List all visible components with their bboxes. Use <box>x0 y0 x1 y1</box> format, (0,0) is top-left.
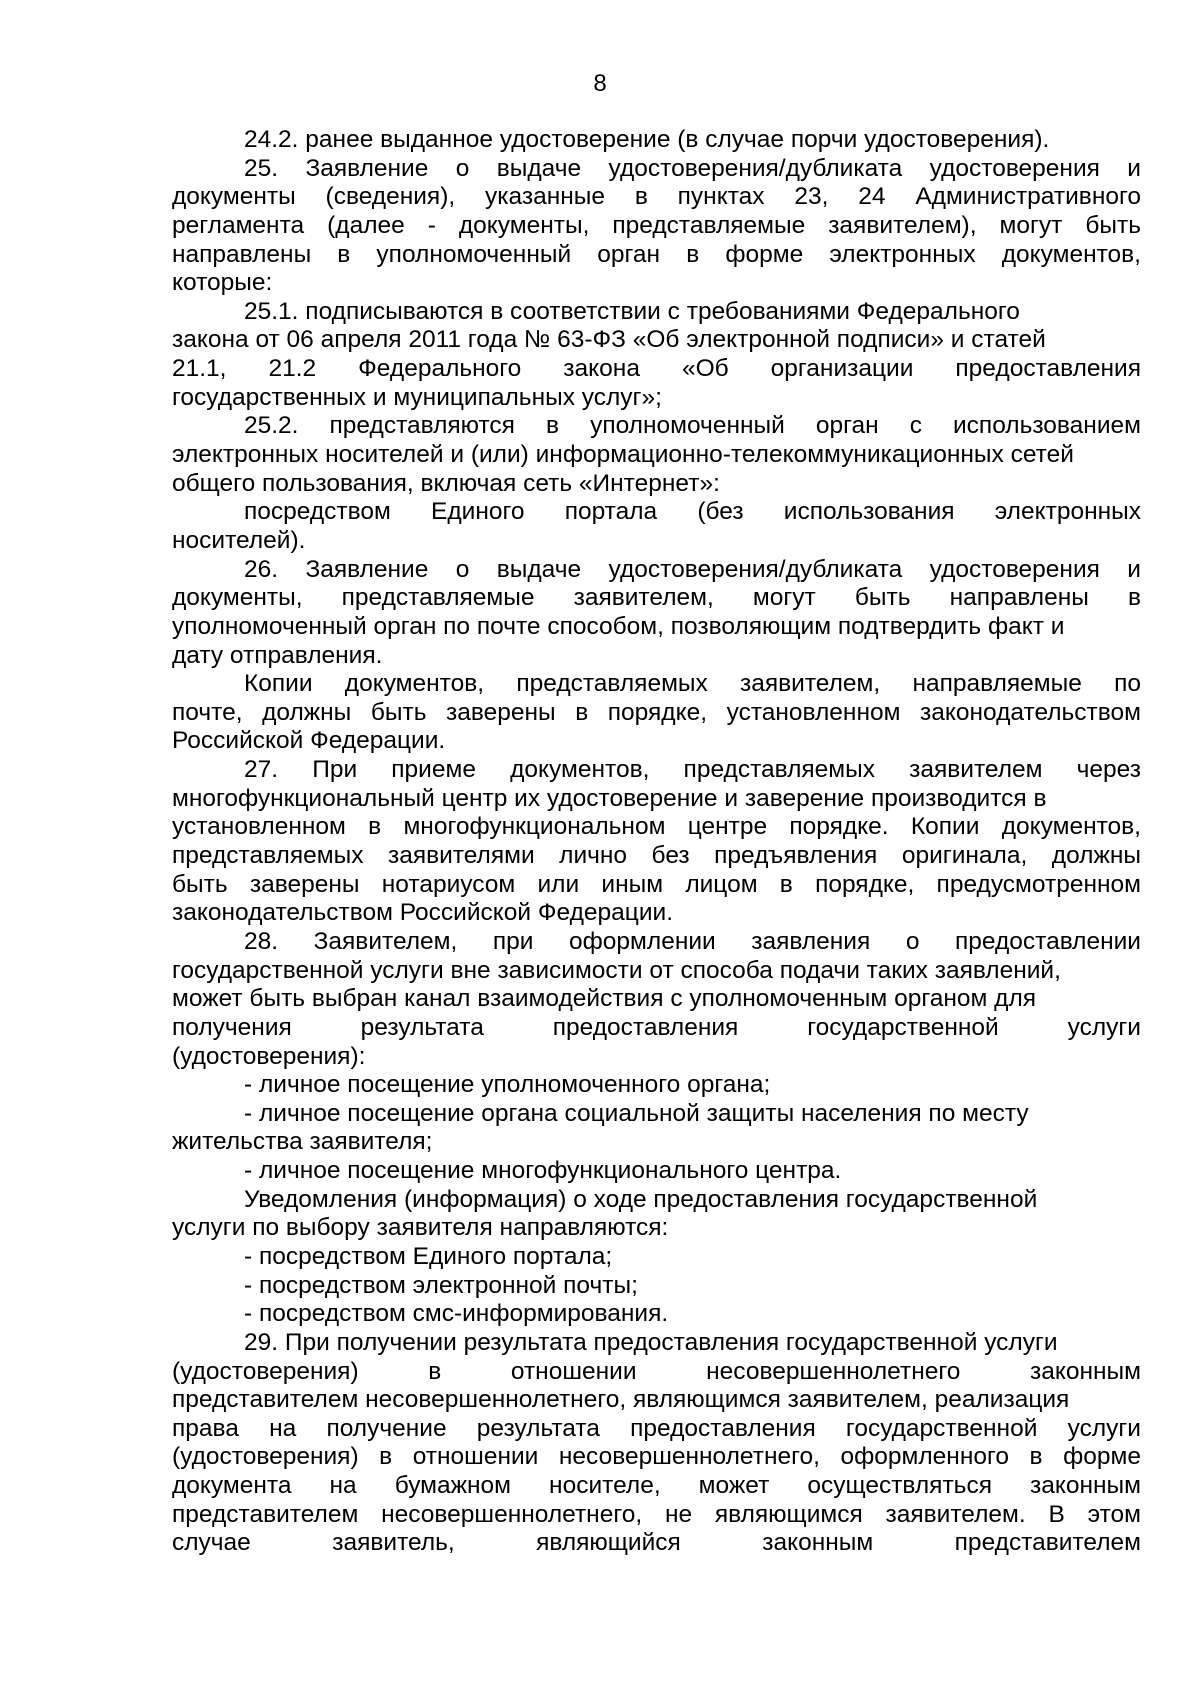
text-line: быть заверены нотариусом или иным лицом в порядке, предусмотренном <box>172 870 1141 898</box>
text-line: (удостоверения) в отношении несовершеннолетнего, оформленного в форме <box>172 1443 1141 1471</box>
text-line: представителем несовершеннолетнего, не являющимся заявителем. В этом <box>172 1500 1141 1528</box>
text-line: уполномоченный орган по почте способом, позволяющим подтвердить факт и <box>172 612 1065 640</box>
text-line: жительства заявителя; <box>172 1128 433 1156</box>
text-line: которые: <box>172 269 273 297</box>
text-line: получения результата предоставления государственной услуги <box>172 1013 1141 1041</box>
text-line: представителем несовершеннолетнего, являющимся заявителем, реализация <box>172 1386 1070 1414</box>
text-line: - личное посещение органа социальной защиты населения по месту <box>244 1099 1029 1127</box>
text-line: 25.2. представляются в уполномоченный орган с использованием <box>244 412 1141 440</box>
text-line: направлены в уполномоченный орган в форме электронных документов, <box>172 240 1141 268</box>
text-line: (удостоверения) в отношении несовершеннолетнего законным <box>172 1357 1141 1385</box>
text-line: 21.1, 21.2 Федерального закона «Об организации предоставления <box>172 355 1141 383</box>
text-line: случае заявитель, являющийся законным представителем <box>172 1529 1141 1557</box>
text-line: 24.2. ранее выданное удостоверение (в случае порчи удостоверения). <box>244 126 1050 153</box>
text-line: - личное посещение уполномоченного органа; <box>244 1071 771 1099</box>
text-line: 28. Заявителем, при оформлении заявления о предоставлении <box>244 927 1141 955</box>
text-line: Уведомления (информация) о ходе предоставления государственной <box>244 1185 1038 1213</box>
text-line: документы, представляемые заявителем, могут быть направлены в <box>172 584 1141 612</box>
text-line: может быть выбран канал взаимодействия с уполномоченным органом для <box>172 985 1037 1013</box>
text-line: общего пользования, включая сеть «Интернет»: <box>172 469 720 497</box>
text-line: регламента (далее - документы, представляемые заявителем), могут быть <box>172 211 1141 239</box>
text-line: посредством Единого портала (без использования электронных <box>244 498 1141 526</box>
text-line: законодательством Российской Федерации. <box>172 899 674 927</box>
text-line: 26. Заявление о выдаче удостоверения/дубликата удостоверения и <box>244 555 1141 583</box>
text-line: электронных носителей и (или) информационно-телекоммуникационных сетей <box>172 441 1074 469</box>
text-line: 25. Заявление о выдаче удостоверения/дубликата удостоверения и <box>244 154 1141 182</box>
text-line: почте, должны быть заверены в порядке, установленном законодательством <box>172 698 1141 726</box>
text-line: документы (сведения), указанные в пунктах 23, 24 Административного <box>172 183 1141 211</box>
text-line: - посредством Единого портала; <box>244 1242 613 1270</box>
text-line: установленном в многофункциональном центре порядке. Копии документов, <box>172 813 1141 841</box>
text-line: государственных и муниципальных услуг»; <box>172 383 662 411</box>
text-line: услуги по выбору заявителя направляются: <box>172 1214 669 1242</box>
text-line: закона от 06 апреля 2011 года № 63-ФЗ «Об электронной подписи» и статей <box>172 326 1046 354</box>
text-line: права на получение результата предоставления государственной услуги <box>172 1414 1141 1442</box>
text-line: Российской Федерации. <box>172 727 446 755</box>
text-line: - личное посещение многофункционального центра. <box>244 1157 842 1185</box>
text-line: 27. При приеме документов, представляемых заявителем через <box>244 756 1141 784</box>
text-line: - посредством смс-информирования. <box>244 1300 669 1328</box>
text-line: носителей). <box>172 526 306 554</box>
text-line: многофункциональный центр их удостоверение и заверение производится в <box>172 784 1047 812</box>
document-body <box>172 126 1141 1558</box>
text-line: - посредством электронной почты; <box>244 1271 638 1299</box>
text-line: 25.1. подписываются в соответствии с требованиями Федерального <box>244 297 1020 325</box>
text-line: представляемых заявителями лично без предъявления оригинала, должны <box>172 842 1141 870</box>
text-line: Копии документов, представляемых заявителем, направляемые по <box>244 670 1141 698</box>
text-line: дату отправления. <box>172 641 383 669</box>
text-line: 29. При получении результата предоставления государственной услуги <box>244 1328 1058 1356</box>
text-line: государственной услуги вне зависимости от способа подачи таких заявлений, <box>172 956 1061 984</box>
text-line: (удостоверения): <box>172 1042 366 1070</box>
page-number: 8 <box>593 70 607 97</box>
text-line: документа на бумажном носителе, может осуществляться законным <box>172 1472 1141 1500</box>
